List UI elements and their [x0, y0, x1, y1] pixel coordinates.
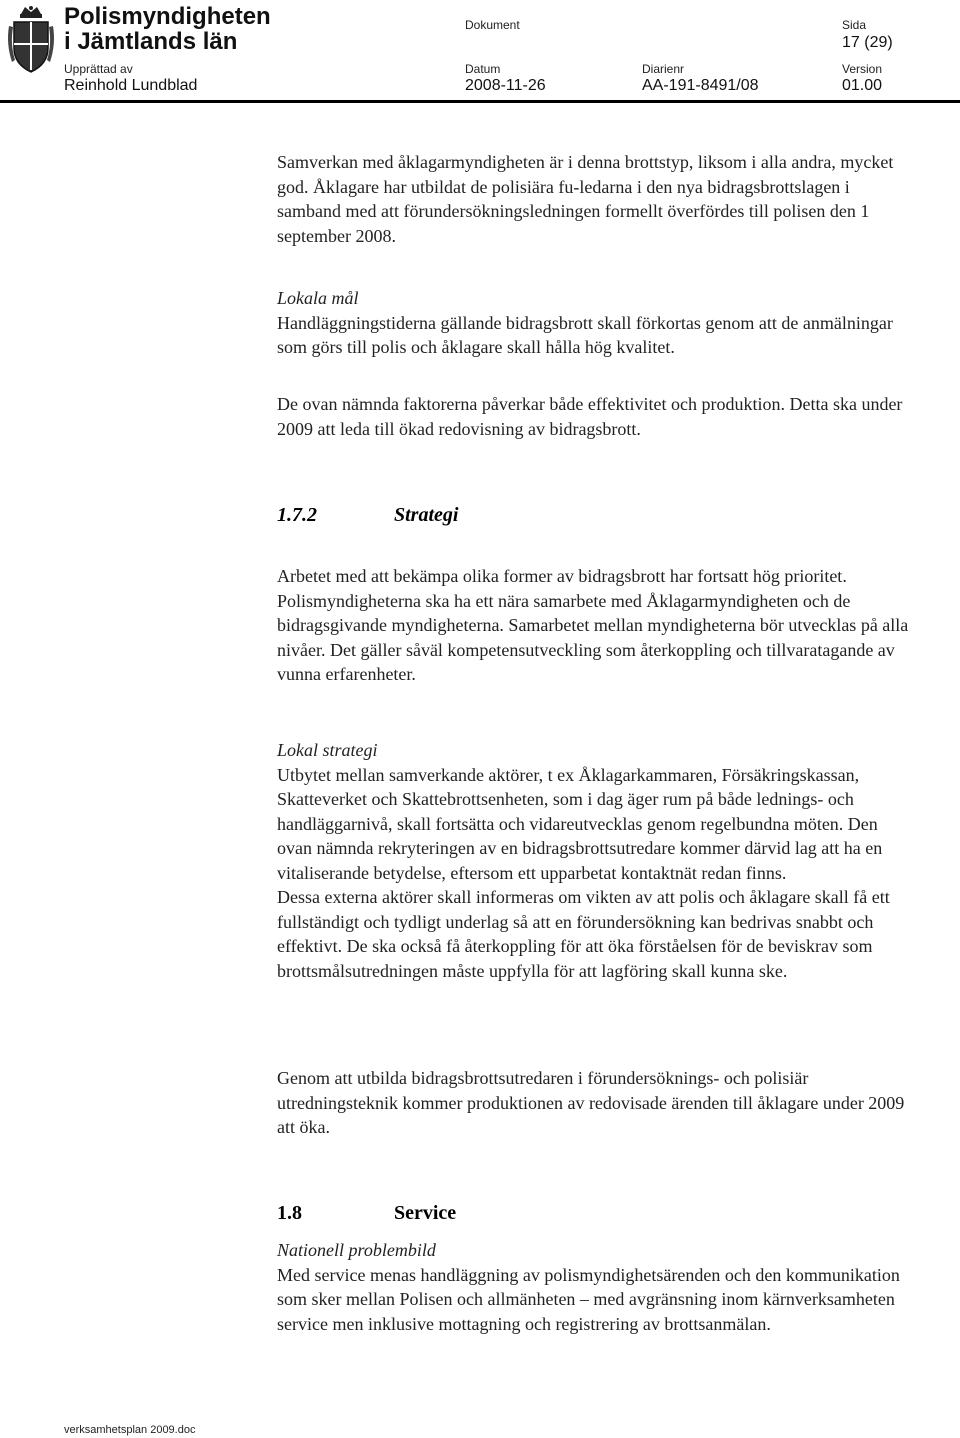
label-document: Dokument — [465, 18, 520, 32]
author-value: Reinhold Lundblad — [64, 77, 198, 94]
paragraph-3-text: De ovan nämnda faktorerna påverkar både effektivitet och produktion. Detta ska under 2009 att leda till ökad redovisning av bidragsbrott. — [277, 394, 903, 439]
paragraph-5: Utbytet mellan samverkande aktörer, t ex Åklagarkammaren, Försäkringskassan, Skatteverket och Skattebrottsenheten, som i dag äger rum på både lednings- och handläggarnivå, skall fortsätta och vidareutvecklas genom regelbundna möten. Den ovan nämnda rekryteringen av en bidragsbrottsutredare kommer därvid lag att ha en vitaliserande betydelse, eftersom ett upparbetat kontaktnät redan finns. — [277, 764, 883, 883]
diary-value: AA-191-8491/08 — [642, 77, 759, 94]
section-title-strategi: Strategi — [394, 504, 459, 526]
heading-lokala-mal: Lokala mål — [277, 288, 359, 308]
paragraph-2: Handläggningstiderna gällande bidragsbrott skall förkortas genom att de anmälningar som görs till polis och åklagare skall hålla hög kvalitet. — [277, 312, 893, 357]
section-number-1-7-2: 1.7.2 — [277, 504, 317, 526]
section-title-service: Service — [394, 1202, 457, 1224]
paragraph-1-text: Samverkan med åklagarmyndigheten är i denna brottstyp, liksom i alla andra, mycket god. Åklagare har utbildat de polisiära fu-ledarna i den nya bidragsbrottslagen i samband med att förundersökningsledningen formellt överfördes till polisen den 1 september 2008. — [277, 152, 894, 246]
lokala-mal-block — [277, 286, 917, 360]
paragraph-7 — [277, 1066, 917, 1140]
paragraph-4b: Polismyndigheterna ska ha ett nära samarbete med Åklagarmyndigheten och de bidragsgivande myndigheterna. Samarbetet mellan myndigheterna bör utvecklas på alla nivåer. Det gäller såväl kompetensutveckling som återkoppling och tillvaratagande av vunna erfarenheter. — [277, 590, 909, 684]
paragraph-1 — [277, 150, 917, 248]
organization-name — [64, 4, 271, 54]
heading-lokal-strategi: Lokal strategi — [277, 740, 378, 760]
service-block — [277, 1238, 917, 1336]
lokal-strategi-block — [277, 738, 917, 983]
heading-nationell-problembild: Nationell problembild — [277, 1240, 436, 1260]
paragraph-3 — [277, 392, 917, 441]
paragraph-7-text: Genom att utbilda bidragsbrottsutredaren i förundersöknings- och polisiär utredningsteknik kommer produktionen av redovisade ärenden till åklagare under 2009 att öka. — [277, 1068, 905, 1137]
paragraph-8: Med service menas handläggning av polismyndighetsärenden och den kommunikation som sker mellan Polisen och allmänheten – med avgränsning inom kärnverksamheten service men inklusive mottagning och registrering av brottsanmälan. — [277, 1264, 900, 1334]
version-value: 01.00 — [842, 77, 883, 94]
org-line-1: Polismyndigheten — [64, 3, 271, 30]
paragraph-6: Dessa externa aktörer skall informeras om vikten av att polis och åklagare skall få ett fullständigt och tydligt underlag så att en förundersökning kan bedrivas snabbt och effektivt. De ska också få återkoppling för att öka förståelsen för de beviskrav som brottsmålsutredningen måste uppfylla för att lagföring skall kunna ske. — [277, 887, 890, 981]
label-date: Datum — [465, 62, 501, 76]
section-number-1-8: 1.8 — [277, 1202, 302, 1224]
label-author: Upprättad av — [64, 62, 133, 76]
label-diary: Diarienr — [642, 62, 685, 76]
label-version: Version — [842, 62, 883, 76]
police-crest-icon — [6, 4, 56, 76]
label-page: Sida — [842, 18, 867, 32]
page-number: 17 (29) — [842, 34, 893, 51]
header-rule — [0, 100, 960, 103]
org-line-2: i Jämtlands län — [64, 28, 238, 55]
footer-filename: verksamhetsplan 2009.doc — [64, 1424, 196, 1436]
date-value: 2008-11-26 — [465, 77, 546, 94]
strategi-block — [277, 564, 917, 687]
paragraph-4a: Arbetet med att bekämpa olika former av bidragsbrott har fortsatt hög prioritet. — [277, 566, 847, 586]
